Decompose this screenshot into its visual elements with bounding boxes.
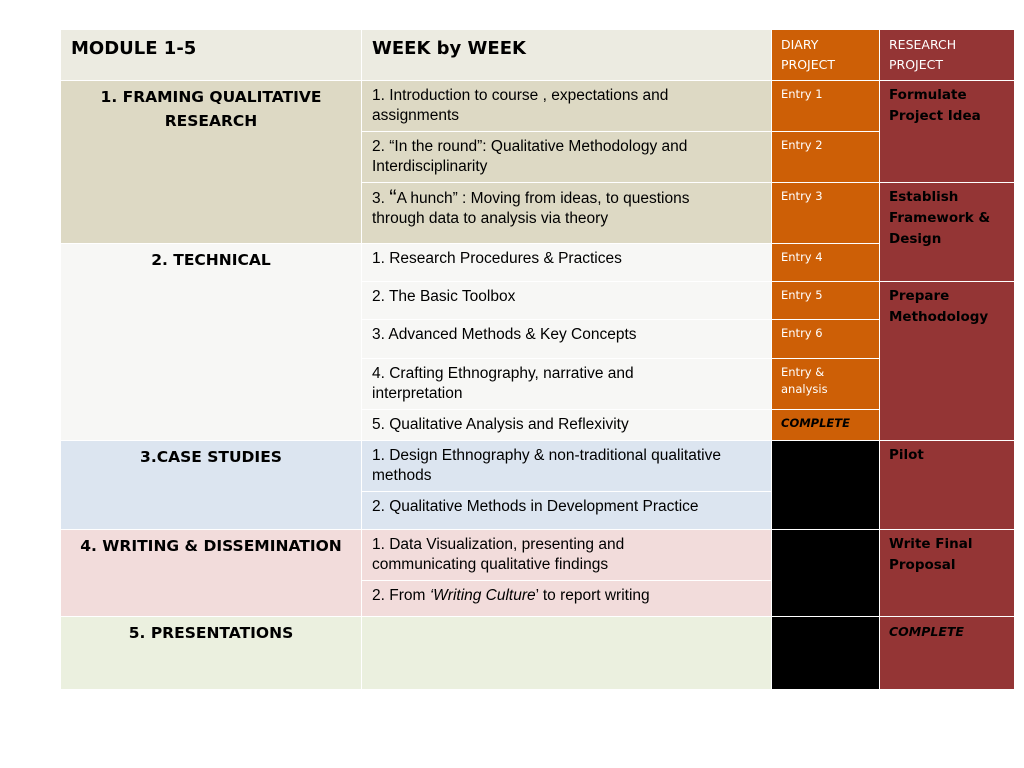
diary-cell — [772, 244, 880, 282]
syllabus-table — [60, 29, 1015, 690]
research-complete-label: COMPLETE — [889, 624, 964, 639]
week-label: 3. Advanced Methods & Key Concepts — [372, 326, 637, 343]
week-label: 2. Qualitative Methods in Development Practice — [372, 498, 699, 515]
table-row — [61, 441, 1015, 492]
diary-entry-label: Entry 4 — [781, 250, 823, 264]
header-research-label: RESEARCH PROJECT — [889, 37, 957, 72]
research-cell — [880, 441, 1015, 530]
week-cell — [362, 359, 772, 410]
week-label: 1. Introduction to course , expectations and assignments — [372, 87, 669, 124]
diary-entry-label: Entry & analysis — [781, 365, 828, 396]
module-cell-4 — [61, 530, 362, 617]
diary-complete-label: COMPLETE — [781, 416, 850, 430]
module-title: 5. PRESENTATIONS — [128, 624, 294, 642]
header-week-label: WEEK by WEEK — [372, 38, 526, 59]
week-label: 3. “A hunch” : Moving from ideas, to questions through data to analysis via theory — [372, 185, 690, 227]
research-cell — [880, 282, 1015, 441]
diary-cell-blank — [772, 441, 880, 530]
module-cell-2 — [61, 244, 362, 441]
diary-entry-label: Entry 2 — [781, 138, 823, 152]
research-label: Formulate Project Idea — [889, 87, 981, 124]
week-label: 2. “In the round”: Qualitative Methodology and Interdisciplinarity — [372, 138, 688, 175]
week-label: 1. Design Ethnography & non-traditional qualitative methods — [372, 447, 721, 484]
table-row — [61, 617, 1015, 690]
diary-cell — [772, 132, 880, 183]
week-cell — [362, 183, 772, 244]
week-label: 1. Data Visualization, presenting and communicating qualitative findings — [372, 536, 625, 573]
research-label: Pilot — [889, 447, 924, 463]
research-cell — [880, 183, 1015, 282]
diary-cell — [772, 410, 880, 441]
diary-entry-label: Entry 6 — [781, 326, 823, 340]
diary-cell-blank — [772, 617, 880, 690]
table-row — [61, 244, 1015, 282]
week-cell — [362, 441, 772, 492]
research-label: Establish Framework & Design — [889, 189, 991, 247]
header-module-cell — [61, 30, 362, 81]
diary-entry-label: Entry 1 — [781, 87, 823, 101]
research-label: Write Final Proposal — [889, 536, 973, 573]
week-cell — [362, 244, 772, 282]
table-row — [61, 81, 1015, 132]
header-diary-cell — [772, 30, 880, 81]
week-cell-empty — [362, 617, 772, 690]
research-cell — [880, 81, 1015, 183]
week-label: 5. Qualitative Analysis and Reflexivity — [372, 416, 629, 433]
week-cell — [362, 132, 772, 183]
module-cell-5 — [61, 617, 362, 690]
diary-entry-label: Entry 5 — [781, 288, 823, 302]
week-cell — [362, 530, 772, 581]
module-title: 1. FRAMING QUALITATIVE RESEARCH — [100, 88, 322, 130]
week-label: 2. The Basic Toolbox — [372, 288, 516, 305]
diary-cell-blank — [772, 530, 880, 617]
week-label: 1. Research Procedures & Practices — [372, 250, 622, 267]
header-row — [61, 30, 1015, 81]
research-cell — [880, 617, 1015, 690]
week-label: 4. Crafting Ethnography, narrative and interpretation — [372, 365, 634, 402]
research-cell — [880, 530, 1015, 617]
week-cell — [362, 492, 772, 530]
module-cell-3 — [61, 441, 362, 530]
diary-entry-label: Entry 3 — [781, 189, 823, 203]
header-research-cell — [880, 30, 1015, 81]
diary-cell — [772, 183, 880, 244]
diary-cell — [772, 359, 880, 410]
diary-cell — [772, 81, 880, 132]
header-diary-label: DIARY PROJECT — [781, 37, 836, 72]
header-week-cell — [362, 30, 772, 81]
module-title: 2. TECHNICAL — [151, 251, 271, 269]
module-title: 4. WRITING & DISSEMINATION — [80, 537, 342, 555]
week-cell — [362, 410, 772, 441]
week-cell — [362, 81, 772, 132]
diary-cell — [772, 282, 880, 320]
module-cell-1 — [61, 81, 362, 244]
table-row — [61, 530, 1015, 581]
header-module-label: MODULE 1-5 — [71, 38, 197, 59]
week-cell — [362, 581, 772, 617]
diary-cell — [772, 320, 880, 359]
week-cell — [362, 282, 772, 320]
week-label: 2. From ‘Writing Culture’ to report writing — [372, 587, 650, 604]
research-label: Prepare Methodology — [889, 288, 989, 325]
module-title: 3.CASE STUDIES — [140, 448, 282, 466]
week-cell — [362, 320, 772, 359]
